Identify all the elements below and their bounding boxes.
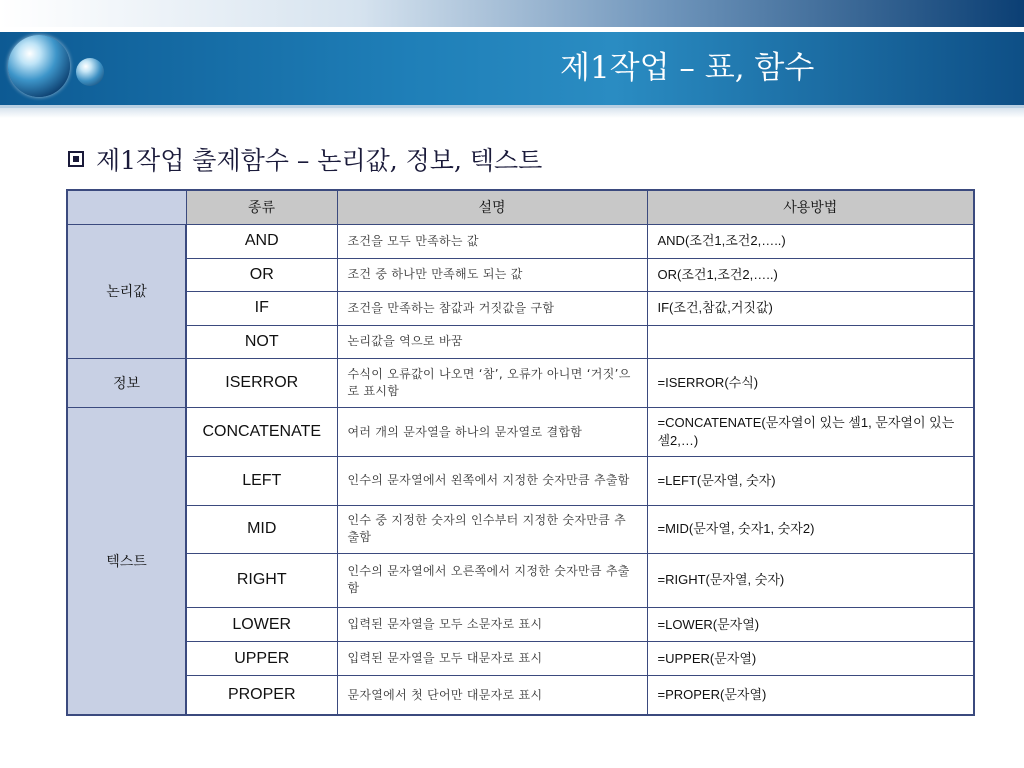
kind-cell: NOT <box>186 325 337 358</box>
usage-cell: IF(조건,참값,거짓값) <box>647 291 974 325</box>
description-cell: 조건 중 하나만 만족해도 되는 값 <box>337 258 647 291</box>
description-cell: 조건을 모두 만족하는 값 <box>337 224 647 258</box>
table-row <box>67 291 974 325</box>
description-cell: 수식이 오류값이 나오면 ‘참’, 오류가 아니면 ‘거짓’으로 표시함 <box>337 359 647 408</box>
top-gradient-bar <box>0 0 1024 27</box>
usage-cell: =LOWER(문자열) <box>647 607 974 641</box>
globe-logo-icon <box>8 35 70 97</box>
header-corner-cell <box>67 190 186 224</box>
table-row <box>67 457 974 505</box>
description-cell: 인수 중 지정한 숫자의 인수부터 지정한 숫자만큼 추출함 <box>337 505 647 553</box>
description-cell: 입력된 문자열을 모두 소문자로 표시 <box>337 607 647 641</box>
usage-cell: =LEFT(문자열, 숫자) <box>647 457 974 505</box>
header-usage: 사용방법 <box>647 190 974 224</box>
title-bar-shadow <box>0 108 1024 118</box>
usage-cell: =ISERROR(수식) <box>647 359 974 408</box>
table-header-row <box>67 190 974 224</box>
usage-cell: =PROPER(문자열) <box>647 676 974 715</box>
table-row <box>67 676 974 715</box>
description-cell: 인수의 문자열에서 왼쪽에서 지정한 숫자만큼 추출함 <box>337 457 647 505</box>
function-table <box>66 189 975 716</box>
usage-cell: AND(조건1,조건2,…..) <box>647 224 974 258</box>
table-row <box>67 553 974 607</box>
page-title: 제1작업 – 표, 함수 <box>560 50 815 86</box>
category-info: 정보 <box>67 359 186 408</box>
kind-cell: LOWER <box>186 607 337 641</box>
usage-cell <box>647 325 974 358</box>
kind-cell: UPPER <box>186 642 337 676</box>
usage-cell: =CONCATENATE(문자열이 있는 셀1, 문자열이 있는 셀2,…) <box>647 408 974 457</box>
table-row <box>67 224 974 258</box>
kind-cell: IF <box>186 291 337 325</box>
table-row <box>67 408 974 457</box>
kind-cell: OR <box>186 258 337 291</box>
header-description: 설명 <box>337 190 647 224</box>
section-heading-text: 제1작업 출제함수 – 논리값, 정보, 텍스트 <box>96 146 543 175</box>
description-cell: 논리값을 역으로 바꿈 <box>337 325 647 358</box>
table-row <box>67 258 974 291</box>
kind-cell: PROPER <box>186 676 337 715</box>
section-heading <box>68 142 542 176</box>
kind-cell: LEFT <box>186 457 337 505</box>
kind-cell: ISERROR <box>186 359 337 408</box>
kind-cell: MID <box>186 505 337 553</box>
small-globe-icon <box>76 58 104 86</box>
table-row <box>67 325 974 358</box>
usage-cell: =UPPER(문자열) <box>647 642 974 676</box>
usage-cell: =RIGHT(문자열, 숫자) <box>647 553 974 607</box>
table-row <box>67 607 974 641</box>
description-cell: 인수의 문자열에서 오른쪽에서 지정한 숫자만큼 추출함 <box>337 553 647 607</box>
description-cell: 입력된 문자열을 모두 대문자로 표시 <box>337 642 647 676</box>
description-cell: 문자열에서 첫 단어만 대문자로 표시 <box>337 676 647 715</box>
description-cell: 조건을 만족하는 참값과 거짓값을 구함 <box>337 291 647 325</box>
table-row <box>67 505 974 553</box>
header-kind: 종류 <box>186 190 337 224</box>
kind-cell: AND <box>186 224 337 258</box>
description-cell: 여러 개의 문자열을 하나의 문자열로 결합함 <box>337 408 647 457</box>
usage-cell: OR(조건1,조건2,…..) <box>647 258 974 291</box>
square-bullet-icon <box>68 151 84 167</box>
usage-cell: =MID(문자열, 숫자1, 숫자2) <box>647 505 974 553</box>
table-row <box>67 359 974 408</box>
kind-cell: CONCATENATE <box>186 408 337 457</box>
kind-cell: RIGHT <box>186 553 337 607</box>
category-logical: 논리값 <box>67 224 186 359</box>
table-row <box>67 642 974 676</box>
category-text: 텍스트 <box>67 408 186 715</box>
